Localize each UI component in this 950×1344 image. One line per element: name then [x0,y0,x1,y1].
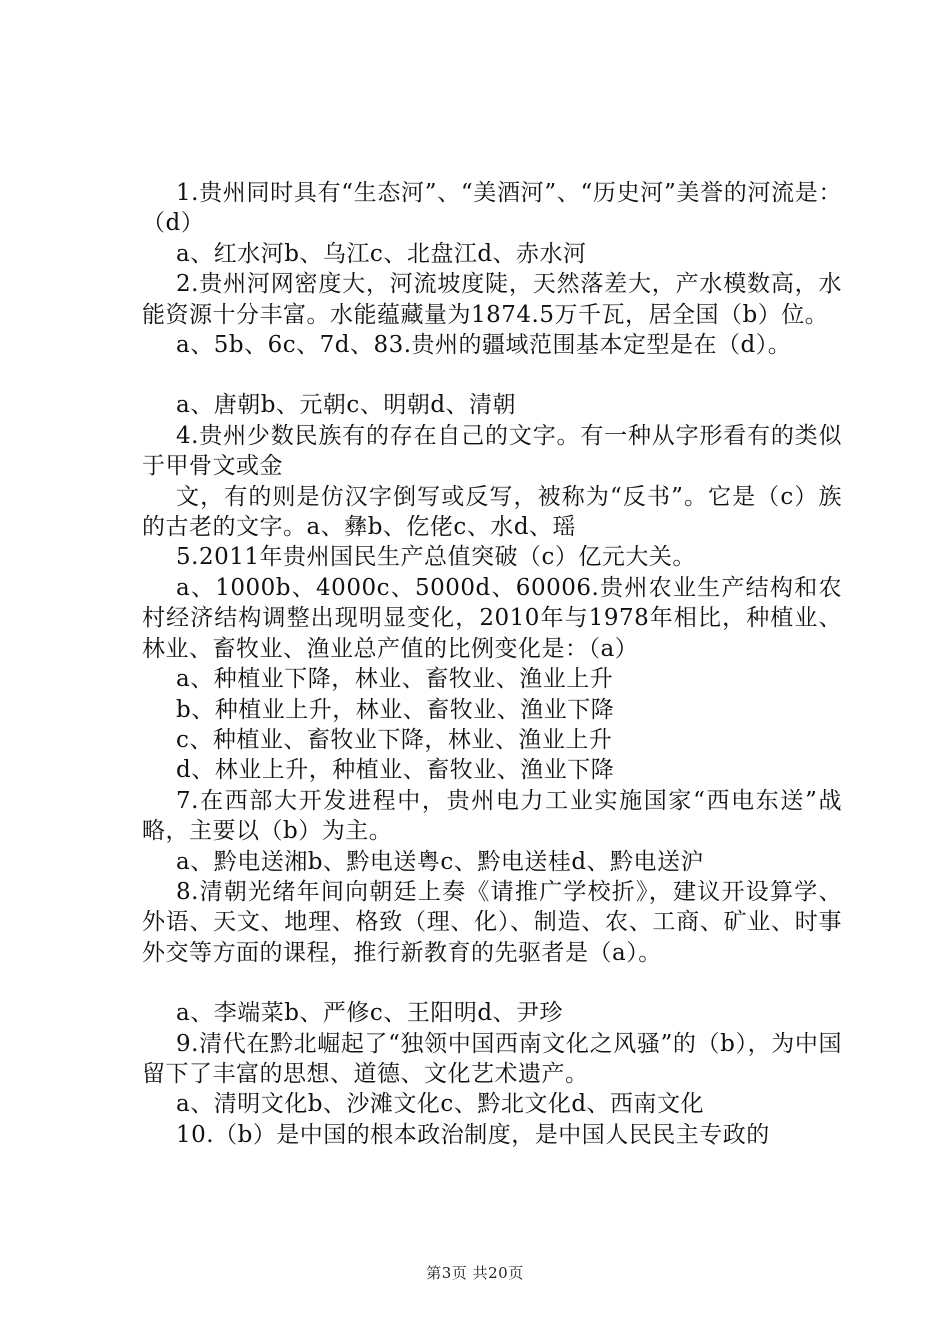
options-5-question-6: a、1000b、4000c、5000d、60006.贵州农业生产结构和农村经济结构调整出现明显变化，2010年与1978年相比，种植业、林业、畜牧业、渔业总产值的比例变化是：（a） [142,574,842,662]
options-1: a、红水河b、乌江c、北盘江d、赤水河 [176,240,587,267]
options-3: a、唐朝b、元朝c、明朝d、清朝 [176,392,517,419]
question-2: 2.贵州河网密度大，河流坡度陡，天然落差大，产水模数高，水能资源十分丰富。水能蕴藏量为1874.5万千瓦，居全国（b）位。 [142,271,842,328]
options-8: a、李端菜b、严修c、王阳明d、尹珍 [176,1000,564,1027]
options-7: a、黔电送湘b、黔电送粤c、黔电送桂d、黔电送沪 [176,848,705,875]
option-6d: d、林业上升，种植业、畜牧业、渔业下降 [176,757,615,784]
question-10: 10.（b）是中国的根本政治制度，是中国人民民主专政的 [176,1121,770,1148]
question-7: 7.在西部大开发进程中，贵州电力工业实施国家“西电东送”战略，主要以（b）为主。 [142,787,842,845]
question-4-part-1: 4.贵州少数民族有的存在自己的文字。有一种从字形看有的类似于甲骨文或金 [142,422,842,480]
options-9: a、清明文化b、沙滩文化c、黔北文化d、西南文化 [176,1091,705,1118]
page-footer: 第3页 共20页 [426,1264,524,1282]
document-body [142,178,842,1150]
option-6a: a、种植业下降，林业、畜牧业、渔业上升 [176,666,614,693]
option-6b: b、种植业上升，林业、畜牧业、渔业下降 [176,696,615,723]
options-2-question-3: a、5b、6c、7d、83.贵州的疆域范围基本定型是在（d）。 [176,332,792,359]
question-8: 8.清朝光绪年间向朝廷上奏《请推广学校折》，建议开设算学、外语、天文、地理、格致（理、化）、制造、农、工商、矿业、时事外交等方面的课程，推行新教育的先驱者是（a）。 [142,878,842,966]
question-1: 1.贵州同时具有“生态河”、“美酒河”、“历史河”美誉的河流是：（d） [142,180,842,237]
option-6c: c、种植业、畜牧业下降，林业、渔业上升 [176,726,613,753]
question-5: 5.2011年贵州国民生产总值突破（c）亿元大关。 [176,544,696,571]
question-4-part-2: 文，有的则是仿汉字倒写或反写，被称为“反书”。它是（c）族的古老的文字。a、彝b、仡佬c、水d、瑶 [142,483,842,541]
question-9: 9.清代在黔北崛起了“独领中国西南文化之风骚”的（b），为中国留下了丰富的思想、道德、文化艺术遗产。 [142,1030,842,1087]
